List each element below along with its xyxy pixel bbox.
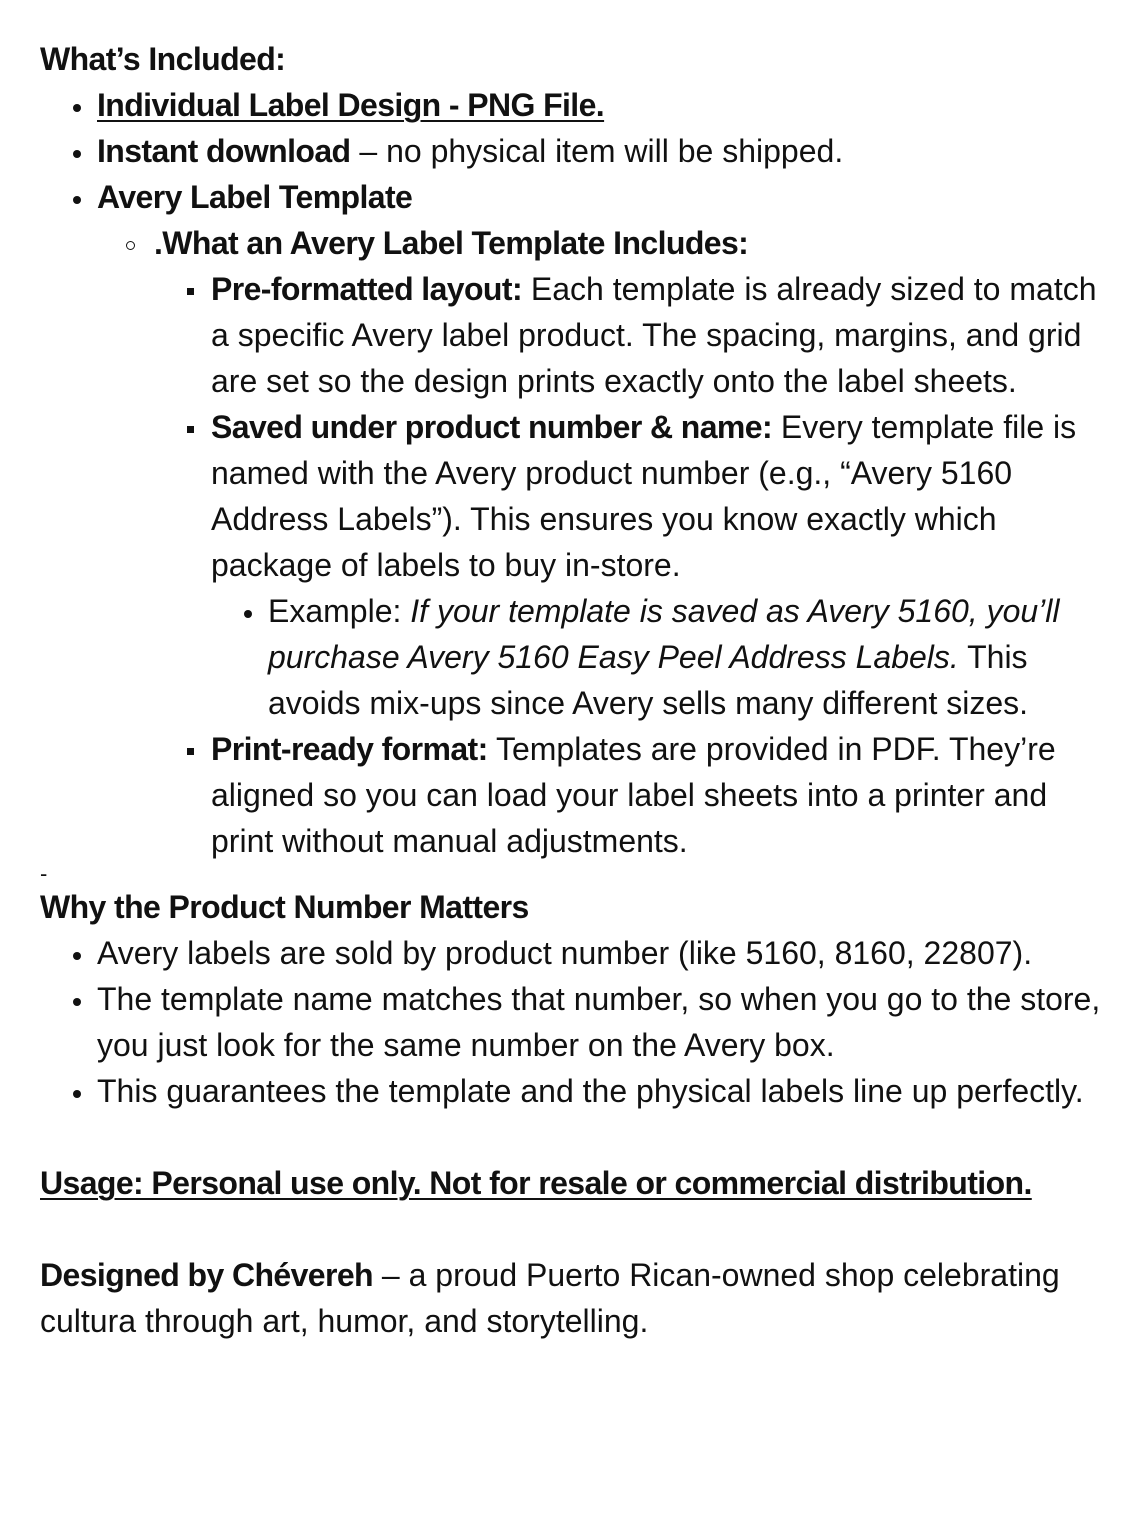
print-ready-text: Templates are provided in PDF. They’re aligned so you can load your label sheets into a printer and print without manual adjustments. — [211, 731, 1056, 859]
bullet-disc-icon — [73, 930, 81, 976]
list-item-template-includes — [154, 220, 1110, 266]
spacer — [40, 1114, 1110, 1160]
bullet-disc-icon — [73, 174, 81, 220]
separator: - — [40, 861, 48, 886]
bullet-disc-icon — [73, 82, 81, 128]
spacer — [40, 1206, 1110, 1252]
bullet-square-icon — [187, 726, 194, 772]
label-design-link[interactable]: Individual Label Design - PNG File. — [97, 87, 605, 123]
why-heading: Why the Product Number Matters — [40, 889, 529, 925]
list-item-avery-template — [97, 174, 1110, 220]
usage-notice: Usage: Personal use only. Not for resale or commercial distribution. — [40, 1165, 1032, 1201]
bullet-disc-icon — [73, 1068, 81, 1114]
whats-included-heading: What’s Included: — [40, 41, 286, 77]
bullet-disc-icon — [244, 588, 252, 634]
saved-under-label: Saved under product number & name: — [211, 409, 773, 445]
included-list — [40, 82, 1110, 864]
document-page — [40, 36, 1110, 1344]
saved-under-text: Every template file is named with the Avery product number (e.g., “Avery 5160 Address Labels”). This ensures you know exactly which package of labels to buy in-store. — [211, 409, 1077, 583]
instant-download-label: Instant download — [97, 133, 351, 169]
list-item-example — [268, 588, 1110, 726]
bullet-circle-icon — [126, 220, 135, 266]
designed-by-paragraph — [40, 1252, 1110, 1344]
list-item-print-ready — [211, 726, 1110, 864]
bullet-disc-icon — [73, 976, 81, 1022]
list-item-saved-under — [211, 404, 1110, 588]
preformatted-text: Each template is already sized to match a specific Avery label product. The spacing, margins, and grid are set so the design prints exactly onto the label sheets. — [211, 271, 1097, 399]
designed-by-label: Designed by Chévereh — [40, 1257, 374, 1293]
example-label: Example: — [268, 593, 411, 629]
list-item-preformatted — [211, 266, 1110, 404]
bullet-disc-icon — [73, 128, 81, 174]
designed-by-text: – a proud Puerto Rican-owned shop celebrating cultura through art, humor, and storytelling. — [40, 1257, 1060, 1339]
why-bullet-text: This guarantees the template and the physical labels line up perfectly. — [97, 1073, 1084, 1109]
list-item — [97, 930, 1110, 976]
example-text: This avoids mix-ups since Avery sells many different sizes. — [268, 639, 1029, 721]
why-bullet-text: Avery labels are sold by product number (like 5160, 8160, 22807). — [97, 935, 1033, 971]
list-item — [97, 1068, 1110, 1114]
list-item — [97, 976, 1110, 1068]
print-ready-label: Print-ready format: — [211, 731, 488, 767]
bullet-square-icon — [187, 266, 194, 312]
bullet-square-icon — [187, 404, 194, 450]
instant-download-text: – no physical item will be shipped. — [350, 133, 844, 169]
template-includes-heading: .What an Avery Label Template Includes: — [154, 225, 749, 261]
example-italic: If your template is saved as Avery 5160, you’ll purchase Avery 5160 Easy Peel Address Labels. — [268, 593, 1060, 675]
preformatted-label: Pre-formatted layout: — [211, 271, 522, 307]
why-list — [40, 930, 1110, 1114]
list-item-label-design — [97, 82, 1110, 128]
avery-template-label: Avery Label Template — [97, 179, 413, 215]
why-bullet-text: The template name matches that number, so when you go to the store, you just look for the same number on the Avery box. — [97, 981, 1101, 1063]
list-item-instant-download — [97, 128, 1110, 174]
